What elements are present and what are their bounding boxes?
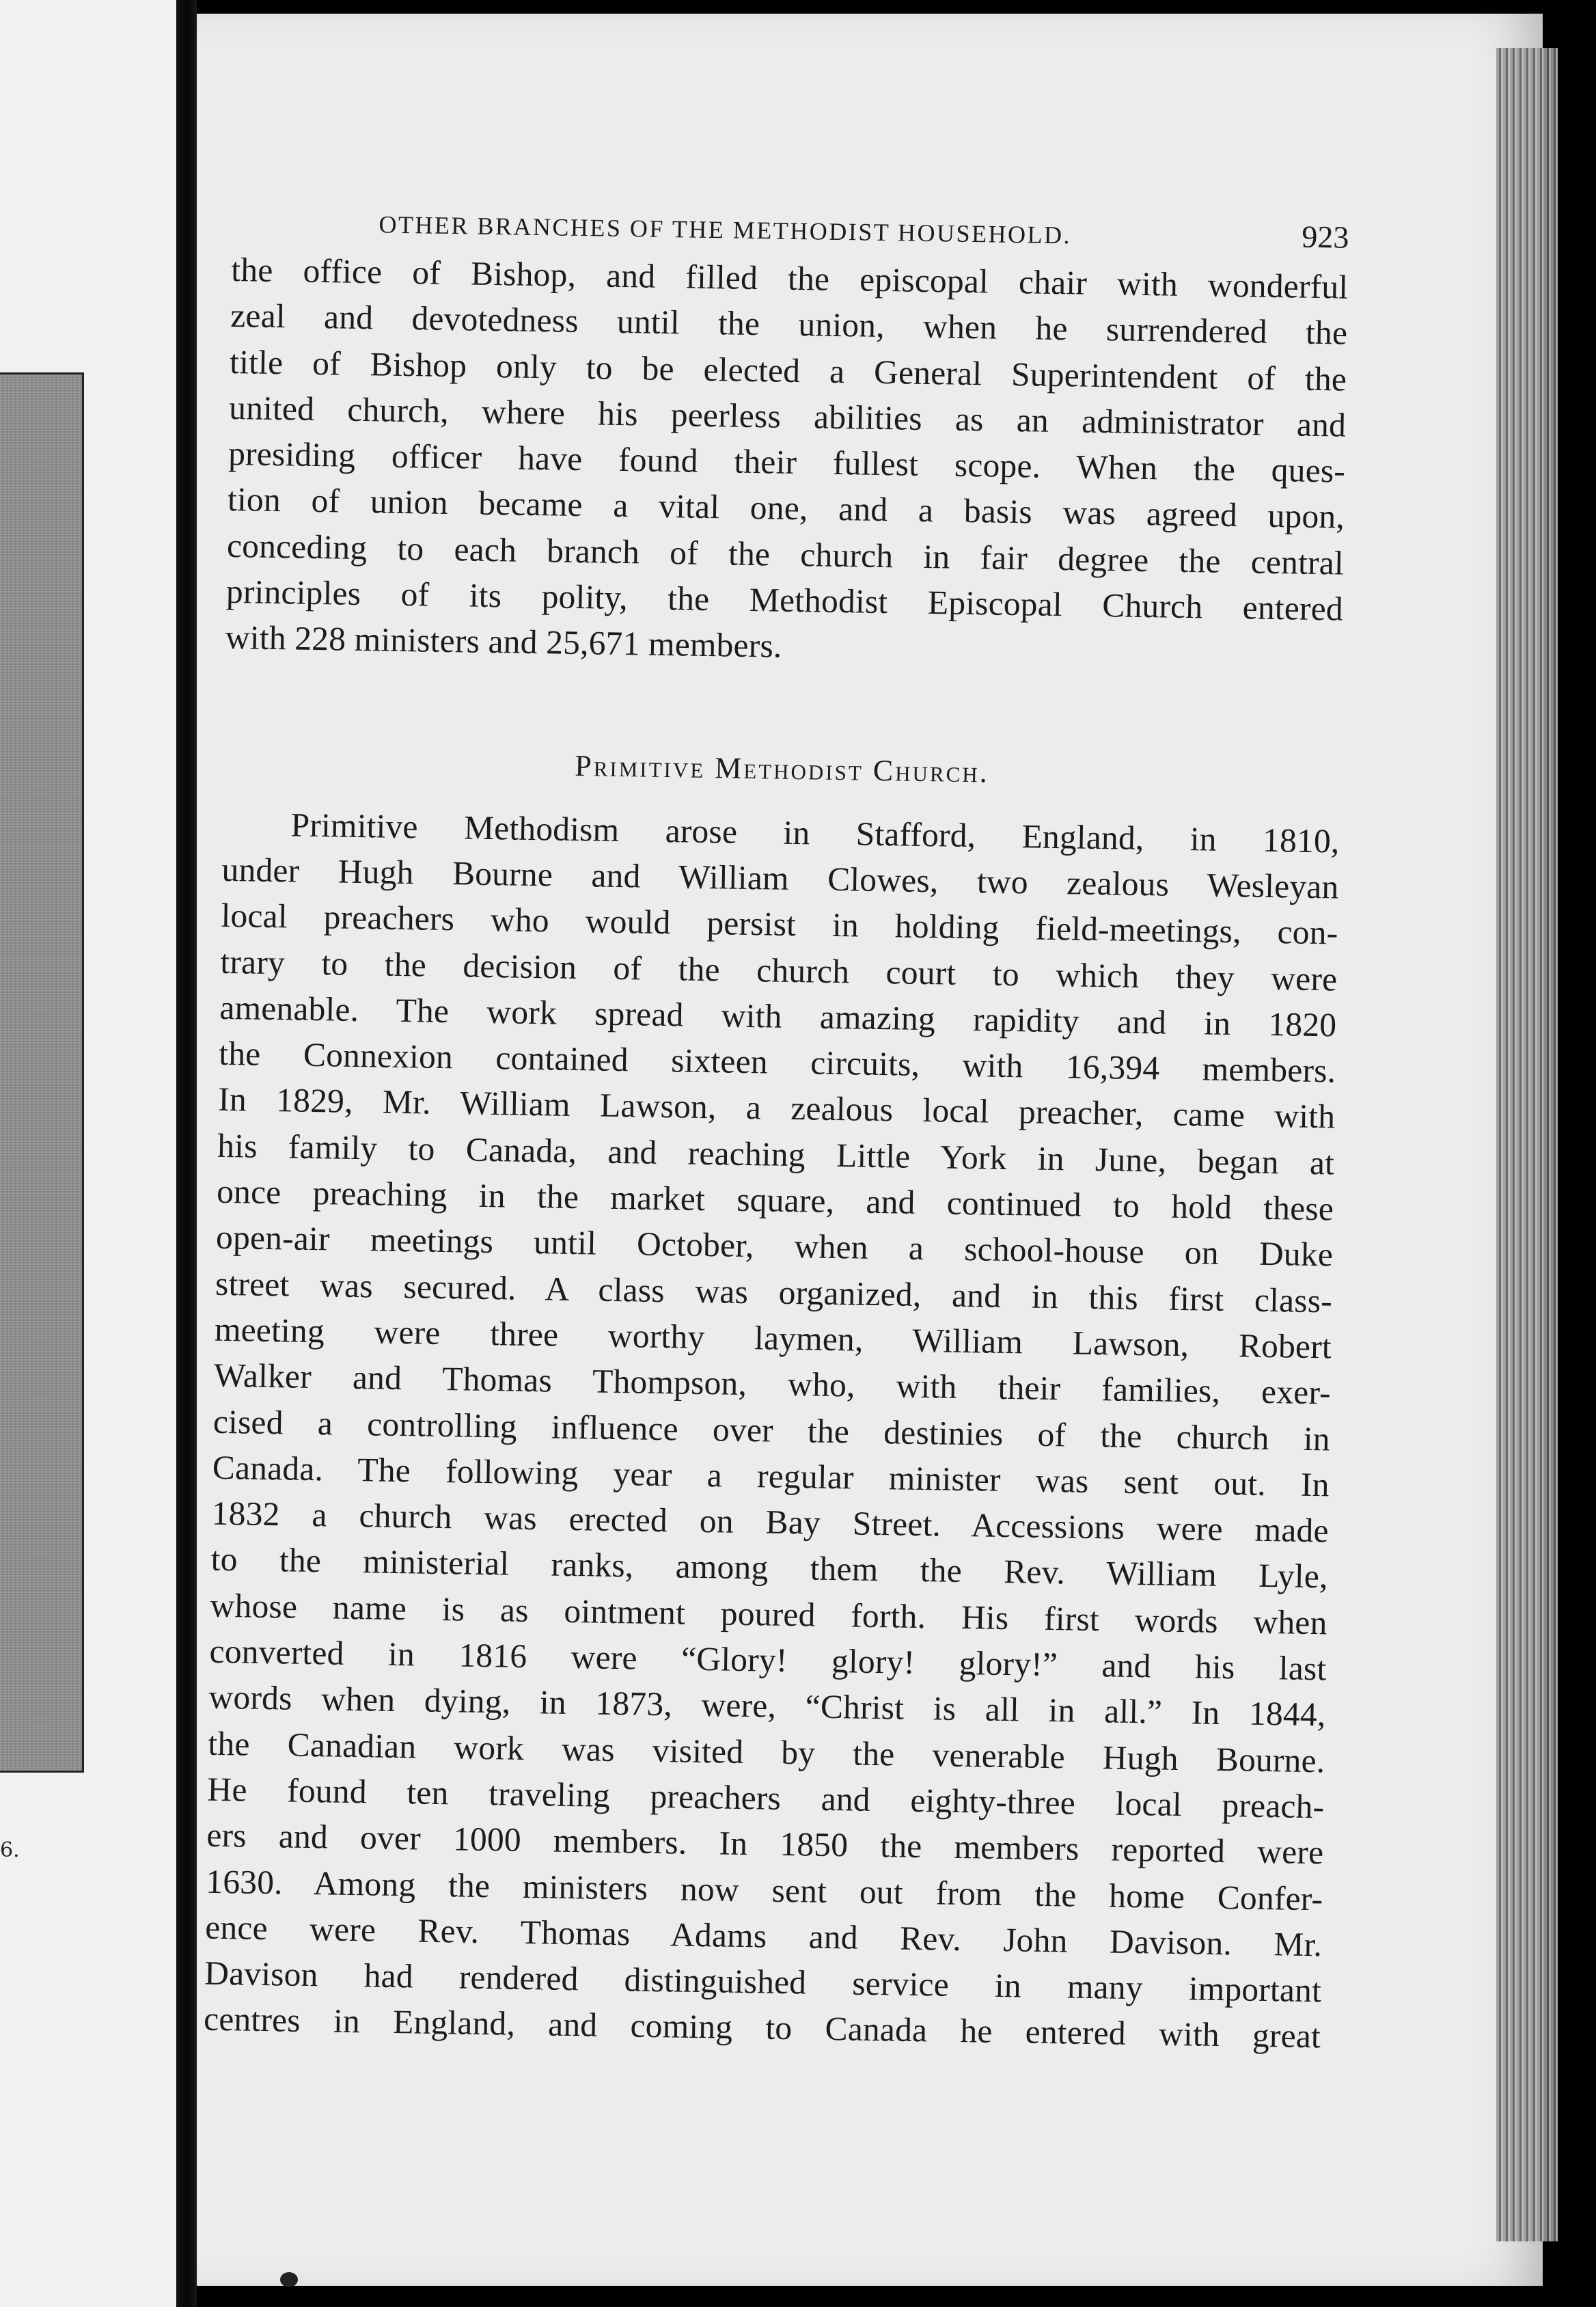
text-line: meeting were three worthy laymen, William Lawson, Robert [214, 1310, 1332, 1366]
text-line: Canada. The following year a regular minister was sent out. In [212, 1448, 1330, 1504]
text-line: amenable. The work spread with amazing rapidity and in 1820 [219, 988, 1337, 1044]
facing-page-folio: 6. [0, 1838, 20, 1862]
text-line: words when dying, in 1873, were, “Christ is all in all.” In 1844, [208, 1678, 1326, 1734]
text-line: the office of Bishop, and filled the episcopal chair with wonderful [231, 250, 1349, 306]
paragraph-2 [204, 801, 1340, 2060]
spine-gutter [176, 0, 197, 2307]
text-line: the Canadian work was visited by the venerable Hugh Bourne. [208, 1724, 1325, 1780]
text-line: street was secured. A class was organized, and in this first class- [215, 1264, 1333, 1320]
ink-speck [280, 2272, 298, 2287]
page-text-block [204, 202, 1349, 2060]
facing-page [0, 0, 176, 2307]
text-line: 1832 a church was erected on Bay Street. Accessions were made [211, 1494, 1330, 1550]
text-line: title of Bishop only to be elected a General Superintendent of the [229, 342, 1347, 398]
section-heading: Primitive Methodist Church. [574, 748, 990, 789]
text-line: zeal and devotedness until the union, when he surrendered the [230, 297, 1348, 352]
text-line: principles of its polity, the Methodist Episcopal Church entered [225, 573, 1344, 628]
text-line: He found ten traveling preachers and eighty-three local preach- [207, 1770, 1325, 1826]
text-line: whose name is as ointment poured forth. His first words when [210, 1586, 1327, 1642]
text-line: conceding to each branch of the church in fair degree the central [226, 526, 1345, 582]
paragraph-1 [225, 247, 1348, 678]
text-line: Davison had rendered distinguished service in many important [204, 1954, 1322, 2010]
text-line: 1630. Among the ministers now sent out from the home Confer- [205, 1862, 1323, 1917]
text-line: the Connexion contained sixteen circuits, with 16,394 members. [218, 1035, 1336, 1090]
page-edges [1496, 48, 1558, 2241]
text-line: united church, where his peerless abilities as an administrator and [228, 388, 1347, 444]
text-line: once preaching in the market square, and continued to hold these [216, 1172, 1334, 1228]
facing-page-illustration [0, 372, 84, 1773]
text-line: ence were Rev. Thomas Adams and Rev. John Davison. Mr. [204, 1908, 1323, 1964]
text-line: trary to the decision of the church court to which they were [220, 942, 1338, 998]
text-line: presiding officer have found their fullest scope. When the ques- [228, 435, 1346, 490]
text-line: local preachers who would persist in holding field-meetings, con- [221, 897, 1338, 952]
text-line: converted in 1816 were “Glory! glory! glory!” and his last [209, 1632, 1327, 1688]
text-line: open-air meetings until October, when a school-house on Duke [215, 1218, 1334, 1274]
text-line: with 228 ministers and 25,671 members. [225, 618, 782, 666]
text-line: tion of union became a vital one, and a basis was agreed upon, [227, 480, 1345, 536]
text-line: centres in England, and coming to Canada he entered with great [203, 2000, 1321, 2056]
text-line: Walker and Thomas Thompson, who, with their families, exer- [213, 1356, 1332, 1412]
text-line: his family to Canada, and reaching Little York in June, began at [217, 1126, 1335, 1182]
text-line: under Hugh Bourne and William Clowes, two zealous Wesleyan [221, 850, 1339, 906]
scan-border [1558, 0, 1596, 2307]
page-number: 923 [1301, 219, 1349, 255]
text-line: cised a controlling influence over the destinies of the church in [212, 1402, 1331, 1458]
text-line: ers and over 1000 members. In 1850 the members reported were [206, 1816, 1324, 1872]
text-line: Primitive Methodism arose in Stafford, England, in 1810, [290, 806, 1340, 860]
text-line: to the ministerial ranks, among them the Rev. William Lyle, [210, 1540, 1329, 1596]
text-line: In 1829, Mr. William Lawson, a zealous local preacher, came with [217, 1080, 1336, 1136]
running-title: OTHER BRANCHES OF THE METHODIST HOUSEHOLD. [379, 210, 1072, 249]
